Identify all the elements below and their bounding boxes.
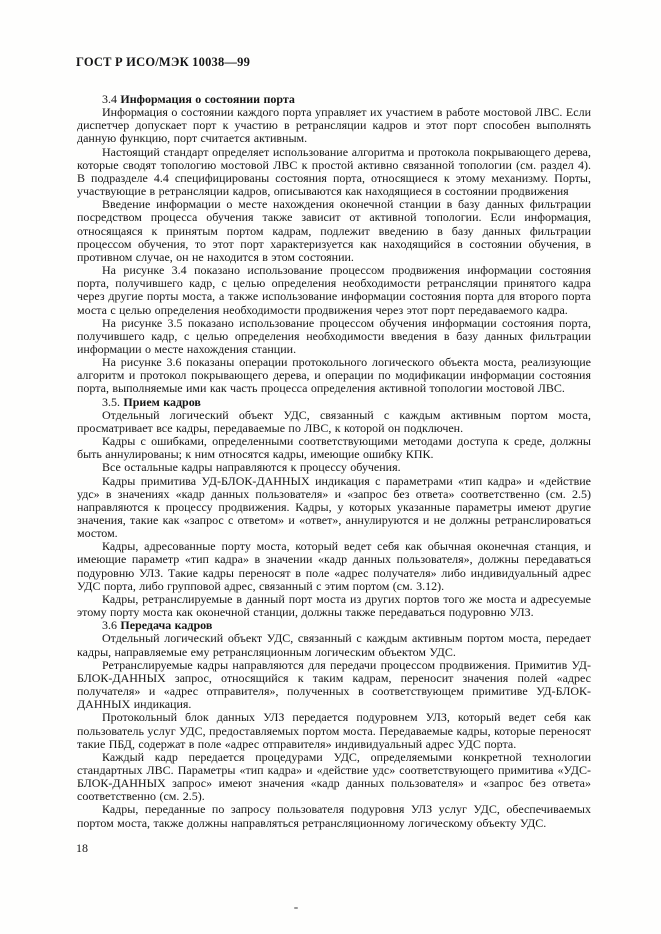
scan-artifact-dot [294, 907, 298, 909]
section-title: Передача кадров [120, 618, 213, 633]
paragraph: Каждый кадр передается процедурами УДС, определяемыми конкретной технологии стандартных ЛВС. Параметры «тип кадра» и «действие удс» соответствующего примитива «УДС-БЛОК-ДАННЫХ запрос» имеют значения «кадр данных пользователя» и «запрос без ответа» соответственно (см. 2.5). [77, 749, 591, 804]
paragraph: Настоящий стандарт определяет использование алгоритма и протокола покрывающего дерева, которые сводят топологию мостовой ЛВС к простой активно связанной топологии (см. раздел 4). В подразделе 4.4 специфицированы состояния порта, относящиеся к этому механизму. Порты, участвующие в ретрансляции кадров, описываются как находящиеся в состоянии продвижения [77, 144, 591, 199]
section-heading-3-5 [77, 396, 591, 409]
page-number: 18 [76, 841, 88, 855]
section-number: 3.6 [102, 618, 117, 633]
document-body [77, 93, 591, 830]
paragraph: Протокольный блок данных УЛЗ передается подуровнем УЛЗ, который ведет себя как пользователь услуг УДС, предоставляемых портом моста. Передаваемые кадры, которые переносят такие ПБД, содержат в поле «адрес отправителя» индивидуальный адрес УДС порта. [77, 710, 591, 751]
paragraph: Кадры, ретранслируемые в данный порт моста из других портов того же моста и адресуемые этому порту моста как оконечной станции, должны также передаваться подуровню УЛЗ. [77, 591, 591, 620]
paragraph: Все остальные кадры направляются к процессу обучения. [102, 460, 401, 475]
paragraph: Ретранслируемые кадры направляются для передачи процессом продвижения. Примитив УД-БЛОК-ДАННЫХ запрос, относящийся к таким кадрам, переносит значения полей «адрес получателя» и «адрес отправителя», полученных в соответствующем примитиве УД-БЛОК-ДАННЫХ индикация. [77, 657, 591, 712]
paragraph: Информация о состоянии каждого порта управляет их участием в работе мостовой ЛВС. Если диспетчер допускает порт к участию в ретрансляции кадров и этот порт способен выполнять данную функцию, порт считается активным. [77, 105, 591, 146]
section-number: 3.5. [102, 394, 120, 409]
paragraph: Отдельный логический объект УДС, связанный с каждым активным портом моста, передает кадры, направляемые ему ретрансляционным логическим объектом УДС. [77, 631, 591, 659]
paragraph: Отдельный логический объект УДС, связанный с каждым активным портом моста, просматривает все кадры, передаваемые по ЛВС, к которой он подключен. [77, 407, 591, 435]
paragraph: На рисунке 3.5 показано использование процессом обучения информации состояния порта, получившего кадр, с целью определения необходимости введения в базу данных фильтрации информации о месте нахождения станции. [77, 315, 591, 356]
section-title: Прием кадров [123, 394, 201, 409]
paragraph: Кадры, переданные по запросу пользователя подуровня УЛЗ услуг УДС, обеспечиваемых портом моста, также должны направляться ретрансляционному логическому объекту УДС. [77, 802, 591, 830]
paragraph: Кадры с ошибками, определенными соответствующими методами доступа к среде, должны быть аннулированы; к ним относятся кадры, имеющие ошибку КПК. [77, 434, 591, 462]
paragraph: Введение информации о месте нахождения оконечной станции в базу данных фильтрации посредством процесса обучения также зависит от активной топологии. Если информация, относящаяся к принятым портом кадрам, подлежит введению в базу данных фильтрации процессом обучения, то этот порт характеризуется как находящийся в состоянии обучения, в противном случае, он не находится в этом состоянии. [77, 197, 591, 264]
paragraph: На рисунке 3.6 показаны операции протокольного логического объекта моста, реализующие алгоритм и протокол покрывающего дерева, и операции по модификации информации состояния порта, выполняемые ими как часть процесса определения активной топологии мостовой ЛВС. [77, 355, 591, 396]
section-number: 3.4 [102, 92, 117, 106]
paragraph: Кадры, адресованные порту моста, который ведет себя как обычная оконечная станция, и имеющие параметр «тип кадра» в значении «кадр данных пользователя», должны передаваться подуровню УЛЗ. Такие кадры переносят в поле «адрес получателя» либо индивидуальный адрес УДС порта, либо групповой адрес, связанный с этим портом (см. 3.12). [77, 539, 591, 593]
paragraph: На рисунке 3.4 показано использование процессом продвижения информации состояния порта, получившего кадр, с целью определения необходимости ретрансляции принятого кадра через другие порты моста, а также использование информации состояния порта для второго порта моста с целью определения необходимости продвижения через этот порт передаваемого кадра. [77, 263, 591, 317]
document-header: ГОСТ Р ИСО/МЭК 10038—99 [76, 55, 251, 69]
section-title: Информация о состоянии порта [120, 92, 295, 106]
paragraph: Кадры примитива УД-БЛОК-ДАННЫХ индикация с параметрами «тип кадра» и «действие удс» в значениях «кадр данных пользователя» и «запрос без ответа» соответственно (см. 2.5) направляются к процессу продвижения. Кадры, у которых указанные параметры имеют другие значения, такие как «запрос с ответом» и «ответ», аннулируются и не должны ретранслироваться мостом. [77, 473, 591, 541]
